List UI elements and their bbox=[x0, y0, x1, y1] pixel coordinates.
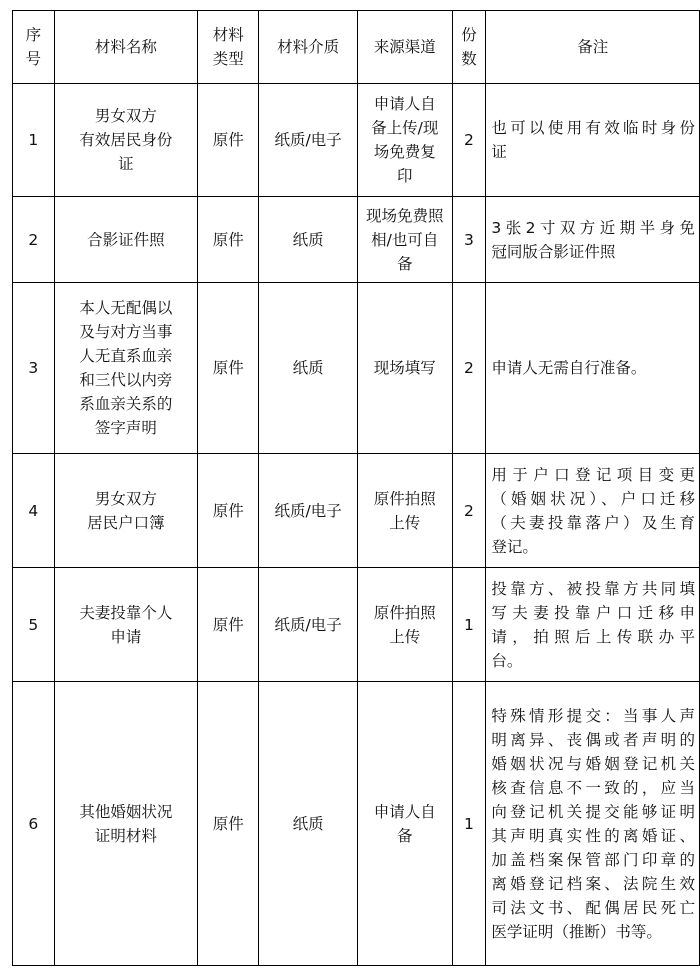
cell-medium: 纸质 bbox=[259, 283, 358, 454]
cell-copies: 3 bbox=[452, 197, 486, 283]
cell-copies: 1 bbox=[452, 682, 486, 966]
table-row bbox=[13, 84, 700, 197]
cell-source: 现场填写 bbox=[357, 283, 452, 454]
cell-copies: 2 bbox=[452, 454, 486, 568]
cell-medium: 纸质/电子 bbox=[259, 454, 358, 568]
cell-seq: 6 bbox=[13, 682, 55, 966]
materials-table-wrapper bbox=[12, 10, 700, 966]
header-copies: 份 数 bbox=[452, 11, 486, 84]
cell-type: 原件 bbox=[198, 568, 259, 682]
header-medium: 材料介质 bbox=[259, 11, 358, 84]
header-type: 材料 类型 bbox=[198, 11, 259, 84]
cell-note: 用于户口登记项目变更 （婚姻状况）、户口迁移 （夫妻投靠落户）及生育 登记。 bbox=[486, 454, 700, 568]
cell-medium: 纸质 bbox=[259, 197, 358, 283]
header-name: 材料名称 bbox=[54, 11, 198, 84]
cell-copies: 2 bbox=[452, 283, 486, 454]
table-row bbox=[13, 568, 700, 682]
cell-copies: 2 bbox=[452, 84, 486, 197]
table-row bbox=[13, 283, 700, 454]
cell-type: 原件 bbox=[198, 454, 259, 568]
cell-note: 也可以使用有效临时身份 证 bbox=[486, 84, 700, 197]
header-note: 备注 bbox=[486, 11, 700, 84]
header-row bbox=[13, 11, 700, 84]
cell-source: 申请人自 备 bbox=[357, 682, 452, 966]
table-row bbox=[13, 682, 700, 966]
cell-copies: 1 bbox=[452, 568, 486, 682]
cell-note: 申请人无需自行准备。 bbox=[486, 283, 700, 454]
cell-seq: 1 bbox=[13, 84, 55, 197]
cell-type: 原件 bbox=[198, 682, 259, 966]
cell-note: 投靠方、被投靠方共同填 写夫妻投靠户口迁移申 请，拍照后上传联办平 台。 bbox=[486, 568, 700, 682]
cell-seq: 3 bbox=[13, 283, 55, 454]
cell-seq: 2 bbox=[13, 197, 55, 283]
table-row bbox=[13, 197, 700, 283]
cell-source: 原件拍照 上传 bbox=[357, 454, 452, 568]
cell-name: 其他婚姻状况 证明材料 bbox=[54, 682, 198, 966]
cell-note: 3张2寸双方近期半身免 冠同版合影证件照 bbox=[486, 197, 700, 283]
cell-name: 夫妻投靠个人 申请 bbox=[54, 568, 198, 682]
header-source: 来源渠道 bbox=[357, 11, 452, 84]
header-seq: 序 号 bbox=[13, 11, 55, 84]
cell-name: 男女双方 居民户口簿 bbox=[54, 454, 198, 568]
cell-name: 男女双方 有效居民身份 证 bbox=[54, 84, 198, 197]
cell-type: 原件 bbox=[198, 84, 259, 197]
cell-note: 特殊情形提交：当事人声 明离异、丧偶或者声明的 婚姻状况与婚姻登记机关 核查信息不一致的，应当 向登记机关提交能够证明 其声明真实性的离婚证、 加盖档案保管部门印章的 离婚登记档案、法院生效 司法文书、配偶居民死亡 医学证明（推断）书等。 bbox=[486, 682, 700, 966]
cell-type: 原件 bbox=[198, 197, 259, 283]
cell-source: 申请人自 备上传/现 场免费复 印 bbox=[357, 84, 452, 197]
cell-medium: 纸质/电子 bbox=[259, 568, 358, 682]
cell-seq: 5 bbox=[13, 568, 55, 682]
cell-seq: 4 bbox=[13, 454, 55, 568]
cell-name: 合影证件照 bbox=[54, 197, 198, 283]
materials-table bbox=[12, 10, 700, 966]
cell-name: 本人无配偶以 及与对方当事 人无直系血亲 和三代以内旁 系血亲关系的 签字声明 bbox=[54, 283, 198, 454]
cell-medium: 纸质/电子 bbox=[259, 84, 358, 197]
table-row bbox=[13, 454, 700, 568]
cell-source: 原件拍照 上传 bbox=[357, 568, 452, 682]
cell-type: 原件 bbox=[198, 283, 259, 454]
cell-source: 现场免费照 相/也可自 备 bbox=[357, 197, 452, 283]
cell-medium: 纸质 bbox=[259, 682, 358, 966]
